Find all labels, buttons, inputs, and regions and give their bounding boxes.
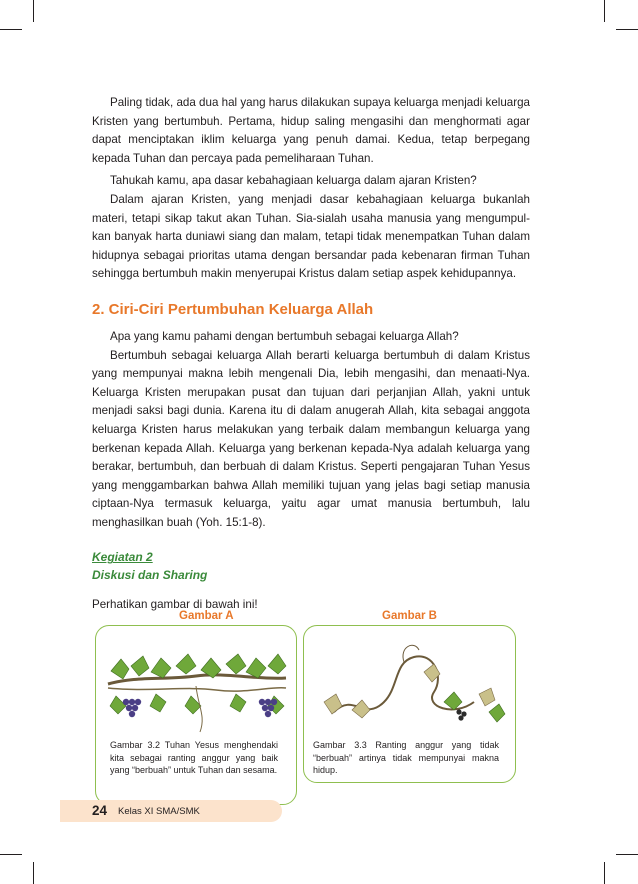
- section-body: Bertumbuh sebagai keluarga Allah berarti keluarga bertumbuh di dalam Kristus yang mempunyai makna lebih mengenali Dia, lebih mengasihi, dan menaati-Nya. Keluarga Kristen merupakan pusat dan tujuan dari perjanjian Allah, yakni untuk menjadi saksi bagi dunia. Karena itu di dalam anugerah Allah, kita sebagai anggota keluarga Kristen harus melakukan yang terbaik dalam membangun keluarga yang berkenan kepada Allah. Keluarga yang berkenan kepada-Nya adalah keluarga yang berakar, bertumbuh, dan berbuah di dalam Kristus. Seperti pengajaran Tuhan Yesus yang menggambarkan bahwa Allah memiliki tujuan yang jelas bagi setiap manusia ciptaan-Nya termasuk keluarga, yaitu agar umat manusia bertumbuh, lalu menghasilkan buah (Yoh. 15:1-8).: [92, 348, 530, 529]
- crop-mark-bottom-right-h: [616, 854, 638, 855]
- crop-mark-bottom-right-v: [604, 862, 605, 884]
- figure-a-label: Gambar A: [179, 610, 234, 622]
- crop-mark-top-left-v: [33, 0, 34, 22]
- paragraph-teaching: Dalam ajaran Kristen, yang menjadi dasar kebahagiaan keluarga bukanlah materi, tetapi sikap takut akan Tuhan. Sia-sialah usaha manusia yang mengumpul-kan banyak harta duniawi siang dan malam, tetapi tidak menempatkan Tuhan dalam hidupnya sebagai prioritas utama dengan bersandar pada kebenaran firman Tuhan sehingga bertumbuh makin menyerupai Kristus dalam setiap aspek kehidupannya.: [92, 192, 530, 281]
- figure-a-box: [95, 625, 297, 805]
- activity-subtitle: Diskusi dan Sharing: [92, 568, 208, 583]
- crop-mark-bottom-left-v: [33, 862, 34, 884]
- section-title: 2. Ciri-Ciri Pertumbuhan Keluarga Allah: [92, 300, 374, 318]
- crop-mark-bottom-left-h: [0, 854, 22, 855]
- crop-mark-top-left-h: [0, 29, 22, 30]
- paragraph-intro: Paling tidak, ada dua hal yang harus dilakukan supaya keluarga menjadi keluarga Kristen yang bertumbuh. Pertama, hidup saling mengasihi dan menghormati agar dapat menciptakan iklim keluarga yang penuh damai. Kedua, tetap berpegang kepada Tuhan dan percaya pada pemeliharaan Tuhan.: [92, 96, 530, 165]
- fruitful-vine-illustration: [96, 636, 296, 746]
- crop-mark-top-right-h: [616, 29, 638, 30]
- page-number: 24: [92, 803, 108, 818]
- section-question: Apa yang kamu pahami dengan bertumbuh sebagai keluarga Allah?: [110, 329, 459, 343]
- paragraph-question: Tahukah kamu, apa dasar kebahagiaan keluarga dalam ajaran Kristen?: [110, 174, 477, 188]
- figure-b-caption: Gambar 3.3 Ranting anggur yang tidak “berbuah” artinya tidak mempunyai makna hidup.: [313, 740, 499, 775]
- figure-a-caption: Gambar 3.2 Tuhan Yesus menghendaki kita sebagai ranting anggur yang baik yang “berbuah” untuk Tuhan dan sesama.: [110, 740, 278, 775]
- footer-book-title: Kelas XI SMA/SMK: [118, 806, 200, 817]
- activity-instruction: Perhatikan gambar di bawah ini!: [92, 598, 258, 612]
- figure-b-label: Gambar B: [382, 610, 437, 622]
- crop-mark-top-right-v: [604, 0, 605, 22]
- figure-labels: [92, 610, 530, 626]
- page-content: [92, 94, 530, 614]
- fruitless-vine-illustration: [304, 632, 515, 742]
- activity-heading: [92, 548, 530, 584]
- activity-title: Kegiatan 2: [92, 550, 153, 565]
